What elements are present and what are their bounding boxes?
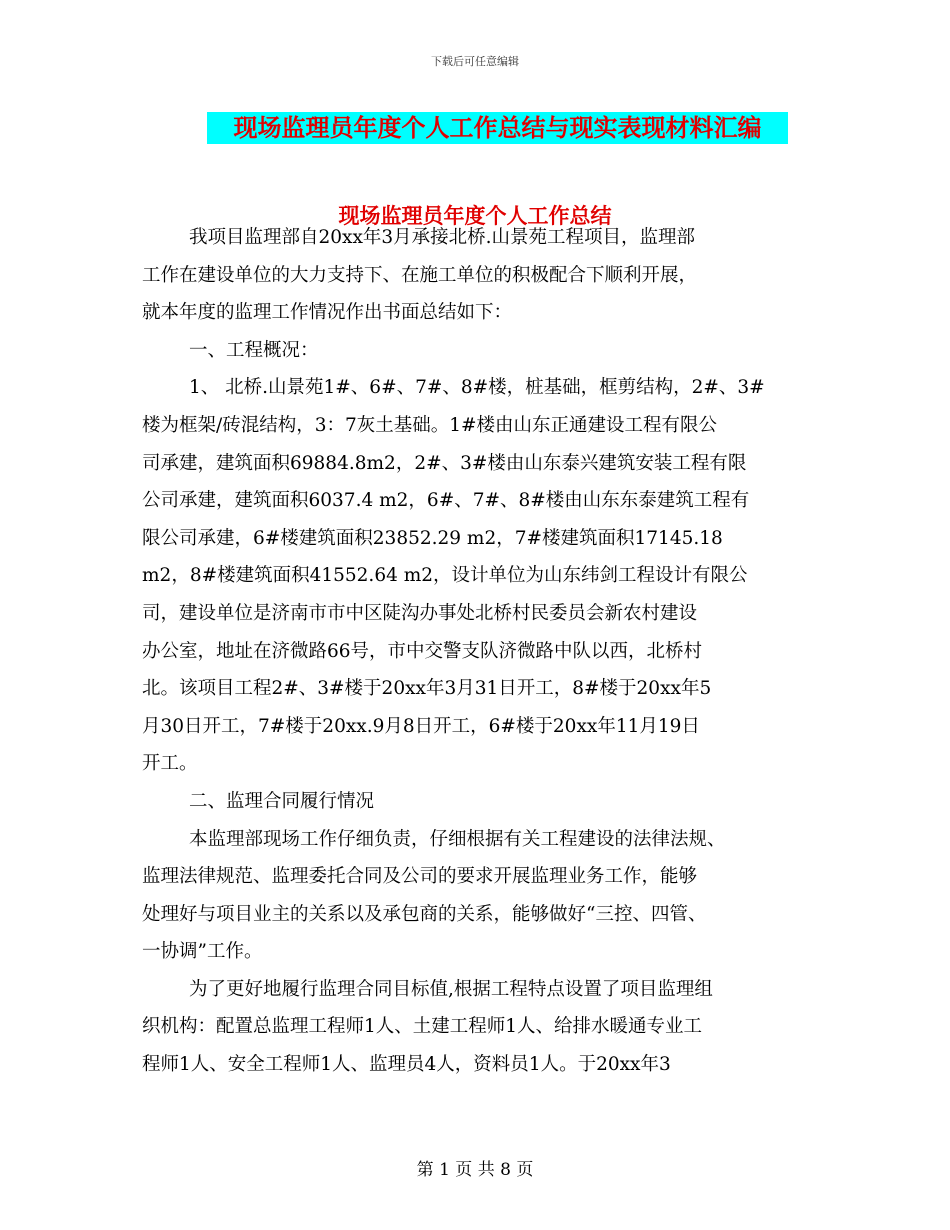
paragraph-line: 织机构：配置总监理工程师1人、土建工程师1人、给排水暖通专业工 bbox=[142, 1016, 703, 1038]
paragraph-line: 司承建，建筑面积69884.8m2，2#、3#楼由山东泰兴建筑安装工程有限 bbox=[142, 452, 747, 474]
paragraph-line: 为了更好地履行监理合同目标值,根据工程特点设置了项目监理组 bbox=[189, 978, 713, 1000]
paragraph-line: 限公司承建，6#楼建筑面积23852.29 m2，7#楼建筑面积17145.18 bbox=[142, 527, 723, 549]
paragraph-line: 一、工程概况： bbox=[189, 339, 319, 361]
paragraph-line: 月30日开工，7#楼于20xx.9月8日开工，6#楼于20xx年11月19日 bbox=[142, 715, 700, 737]
paragraph-line: 司，建设单位是济南市市中区陡沟办事处北桥村民委员会新农村建设 bbox=[142, 602, 698, 624]
body-text bbox=[142, 219, 814, 1084]
paragraph-line: 我项目监理部自20xx年3月承接北桥.山景苑工程项目，监理部 bbox=[189, 227, 696, 248]
header-note: 下载后可任意编辑 bbox=[431, 55, 519, 68]
paragraph-line: 处理好与项目业主的关系以及承包商的关系，能够做好“三控、四管、 bbox=[142, 903, 707, 925]
paragraph-line: 程师1人、安全工程师1人、监理员4人，资料员1人。于20xx年3 bbox=[142, 1054, 671, 1076]
paragraph-line: 一协调”工作。 bbox=[142, 941, 263, 963]
paragraph-line: 公司承建，建筑面积6037.4 m2，6#、7#、8#楼由山东东泰建筑工程有 bbox=[142, 490, 750, 512]
document-title: 现场监理员年度个人工作总结与现实表现材料汇编 bbox=[207, 112, 788, 144]
section-title: 现场监理员年度个人工作总结 bbox=[338, 204, 612, 228]
paragraph-line: 二、监理合同履行情况 bbox=[189, 790, 375, 812]
paragraph-line: 工作在建设单位的大力支持下、在施工单位的积极配合下顺利开展， bbox=[142, 264, 698, 286]
paragraph-line: 就本年度的监理工作情况作出书面总结如下： bbox=[142, 302, 513, 324]
paragraph-line: 开工。 bbox=[142, 753, 198, 775]
paragraph-line: 楼为框架/砖混结构，3：7灰土基础。1#楼由山东正通建设工程有限公 bbox=[142, 414, 718, 436]
page-number: 第 1 页 共 8 页 bbox=[416, 1160, 534, 1180]
paragraph-line: 本监理部现场工作仔细负责，仔细根据有关工程建设的法律法规、 bbox=[189, 828, 726, 850]
paragraph-line: 监理法律规范、监理委托合同及公司的要求开展监理业务工作，能够 bbox=[142, 866, 698, 888]
paragraph-line: m2，8#楼建筑面积41552.64 m2，设计单位为山东纬剑工程设计有限公 bbox=[142, 565, 748, 587]
paragraph-line: 北。该项目工程2#、3#楼于20xx年3月31日开工，8#楼于20xx年5 bbox=[142, 678, 712, 700]
paragraph-line: 1、 北桥.山景苑1#、6#、7#、8#楼，桩基础，框剪结构，2#、3# bbox=[189, 377, 765, 399]
paragraph-line: 办公室，地址在济微路66号，市中交警支队济微路中队以西，北桥村 bbox=[142, 640, 703, 662]
